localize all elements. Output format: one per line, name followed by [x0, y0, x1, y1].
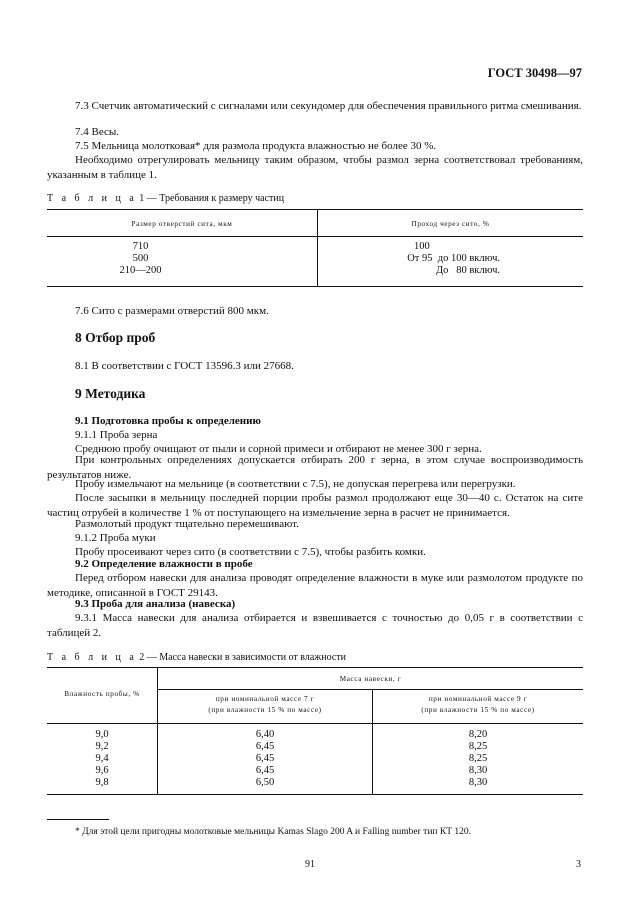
section-8-heading: 8 Отбор проб: [75, 330, 156, 345]
page-number-right: 3: [576, 859, 581, 870]
table-1-size-cell: 500: [132, 253, 149, 264]
paragraph-7-5: 7.5 Мельница молотковая* для размола продукта влажностью не более 30 %.: [75, 140, 437, 152]
table-1-pass-cell: От 95 до 100 включ.: [407, 253, 500, 264]
table-2-moisture-cell: 9,4: [95, 753, 109, 764]
table-2-caption-prefix: Т а б л и ц а: [47, 652, 137, 663]
table-1-caption-text: 1 — Требования к размеру частиц: [136, 193, 285, 204]
table-1-pass-cell: 100: [414, 241, 430, 252]
table-2-mass-9-cell: 8,30: [468, 765, 488, 776]
table-2-mass-7-cell: 6,45: [255, 741, 275, 752]
table-1-header-size: Размер отверстий сита, мкм: [131, 220, 233, 228]
table-2-header-moisture: Влажность пробы, %: [64, 690, 140, 698]
table-2-mass-7-cell: 6,45: [255, 765, 275, 776]
table-2-header-border: [47, 723, 583, 724]
table-1-bottom-border: [47, 286, 583, 287]
table-2-header-mass-9: при номинальной массе 9 г: [428, 695, 528, 703]
paragraph-7-3: 7.3 Счетчик автоматический с сигналами или секундомер для обеспечения правильного ритма смешивания.: [75, 100, 582, 112]
paragraph-7-5-note: Необходимо отрегулировать мельницу таким образом, чтобы размол зерна соответствовал требованиям, указанным в таблице 1.: [47, 154, 583, 181]
paragraph-8-1: 8.1 В соответствии с ГОСТ 13596.3 или 27668.: [75, 360, 294, 372]
paragraph-9-1-2-a: Пробу просеивают через сито (в соответствии с 7.5), чтобы разбить комки.: [75, 546, 426, 558]
table-2-mass-9-cell: 8,25: [468, 753, 488, 764]
table-2-mass-9-cell: 8,30: [468, 777, 488, 788]
table-2-mass-7-cell: 6,50: [255, 777, 275, 788]
subsection-9-2-heading: 9.2 Определение влажности в пробе: [75, 558, 253, 570]
subsection-9-1-heading: 9.1 Подготовка пробы к определению: [75, 415, 261, 427]
table-1-top-border: [47, 209, 583, 210]
footnote-text: * Для этой цели пригодны молотковые мельницы Kamas Slago 200 A и Falling number тип КТ 120.: [75, 827, 472, 837]
paragraph-9-1-2: 9.1.2 Проба муки: [75, 532, 156, 544]
table-1-caption-prefix: Т а б л и ц а: [47, 193, 137, 204]
table-2-caption-text: 2 — Масса навески в зависимости от влажности: [136, 652, 346, 663]
table-1-header-pass: Проход через сито, %: [411, 220, 490, 228]
paragraph-9-1-1-b: При контрольных определениях допускается отбирать 200 г зерна, в этом случае воспроизводимость результатов ниже.: [47, 454, 583, 481]
paragraph-9-1-1-d: После засыпки в мельницу последней порции пробы размол продолжают еще 30—40 с. Остаток на сите частиц отрубей в количестве 1 % от поступающего на измельчение зерна в расчет не принимается.: [47, 492, 583, 519]
table-2-mass-7-cell: 6,45: [255, 753, 275, 764]
paragraph-9-1-1-e: Размолотый продукт тщательно перемешивают.: [75, 518, 299, 530]
page-number-center: 91: [305, 859, 315, 870]
paragraph-7-4: 7.4 Весы.: [75, 126, 120, 138]
table-2-mass-9-cell: 8,20: [468, 729, 488, 740]
table-2-header-mass-9-note: (при влажности 15 % по массе): [421, 706, 535, 714]
footnote-separator: [47, 819, 109, 820]
table-2-moisture-cell: 9,2: [95, 741, 109, 752]
subsection-9-3-heading: 9.3 Проба для анализа (навеска): [75, 598, 236, 610]
table-2-header-mass-7: при номинальной массе 7 г: [215, 695, 315, 703]
table-2-top-border: [47, 667, 583, 668]
table-2-bottom-border: [47, 794, 583, 795]
table-2-mass-9-cell: 8,25: [468, 741, 488, 752]
section-9-heading: 9 Методика: [75, 386, 146, 401]
table-1-pass-cell: До 80 включ.: [435, 265, 500, 276]
table-1-header-border: [47, 236, 583, 237]
table-1-size-cell: 210—200: [119, 265, 162, 276]
table-2-header-mass-7-note: (при влажности 15 % по массе): [208, 706, 322, 714]
paragraph-9-1-1-a: Среднюю пробу очищают от пыли и сорной примеси и отбирают не менее 300 г зерна.: [75, 443, 482, 455]
paragraph-9-3-1: 9.3.1 Масса навески для анализа отбирается и взвешивается с точностью до 0,05 г в соответствии с таблицей 2.: [47, 612, 583, 639]
table-1-caption: [47, 193, 284, 204]
table-2-moisture-cell: 9,8: [95, 777, 109, 788]
paragraph-9-1-1-c: Пробу измельчают на мельнице (в соответствии с 7.5), не допуская перегрева или перегрузки.: [75, 478, 516, 490]
table-2-moisture-cell: 9,6: [95, 765, 109, 776]
document-standard-number: ГОСТ 30498—97: [487, 66, 582, 80]
paragraph-9-1-1: 9.1.1 Проба зерна: [75, 429, 158, 441]
table-2-mass-7-cell: 6,40: [255, 729, 275, 740]
table-2-caption: [47, 652, 346, 663]
paragraph-7-6: 7.6 Сито с размерами отверстий 800 мкм.: [75, 305, 269, 317]
table-2-moisture-cell: 9,0: [95, 729, 109, 740]
table-1-size-cell: 710: [132, 241, 149, 252]
paragraph-9-2-a: Перед отбором навески для анализа проводят определение влажности в муке или размолотом продукте по методике, описанной в ГОСТ 29143.: [47, 572, 583, 599]
table-2-header-mass-group: Масса навески, г: [339, 675, 402, 683]
table-2-group-border: [157, 689, 583, 690]
